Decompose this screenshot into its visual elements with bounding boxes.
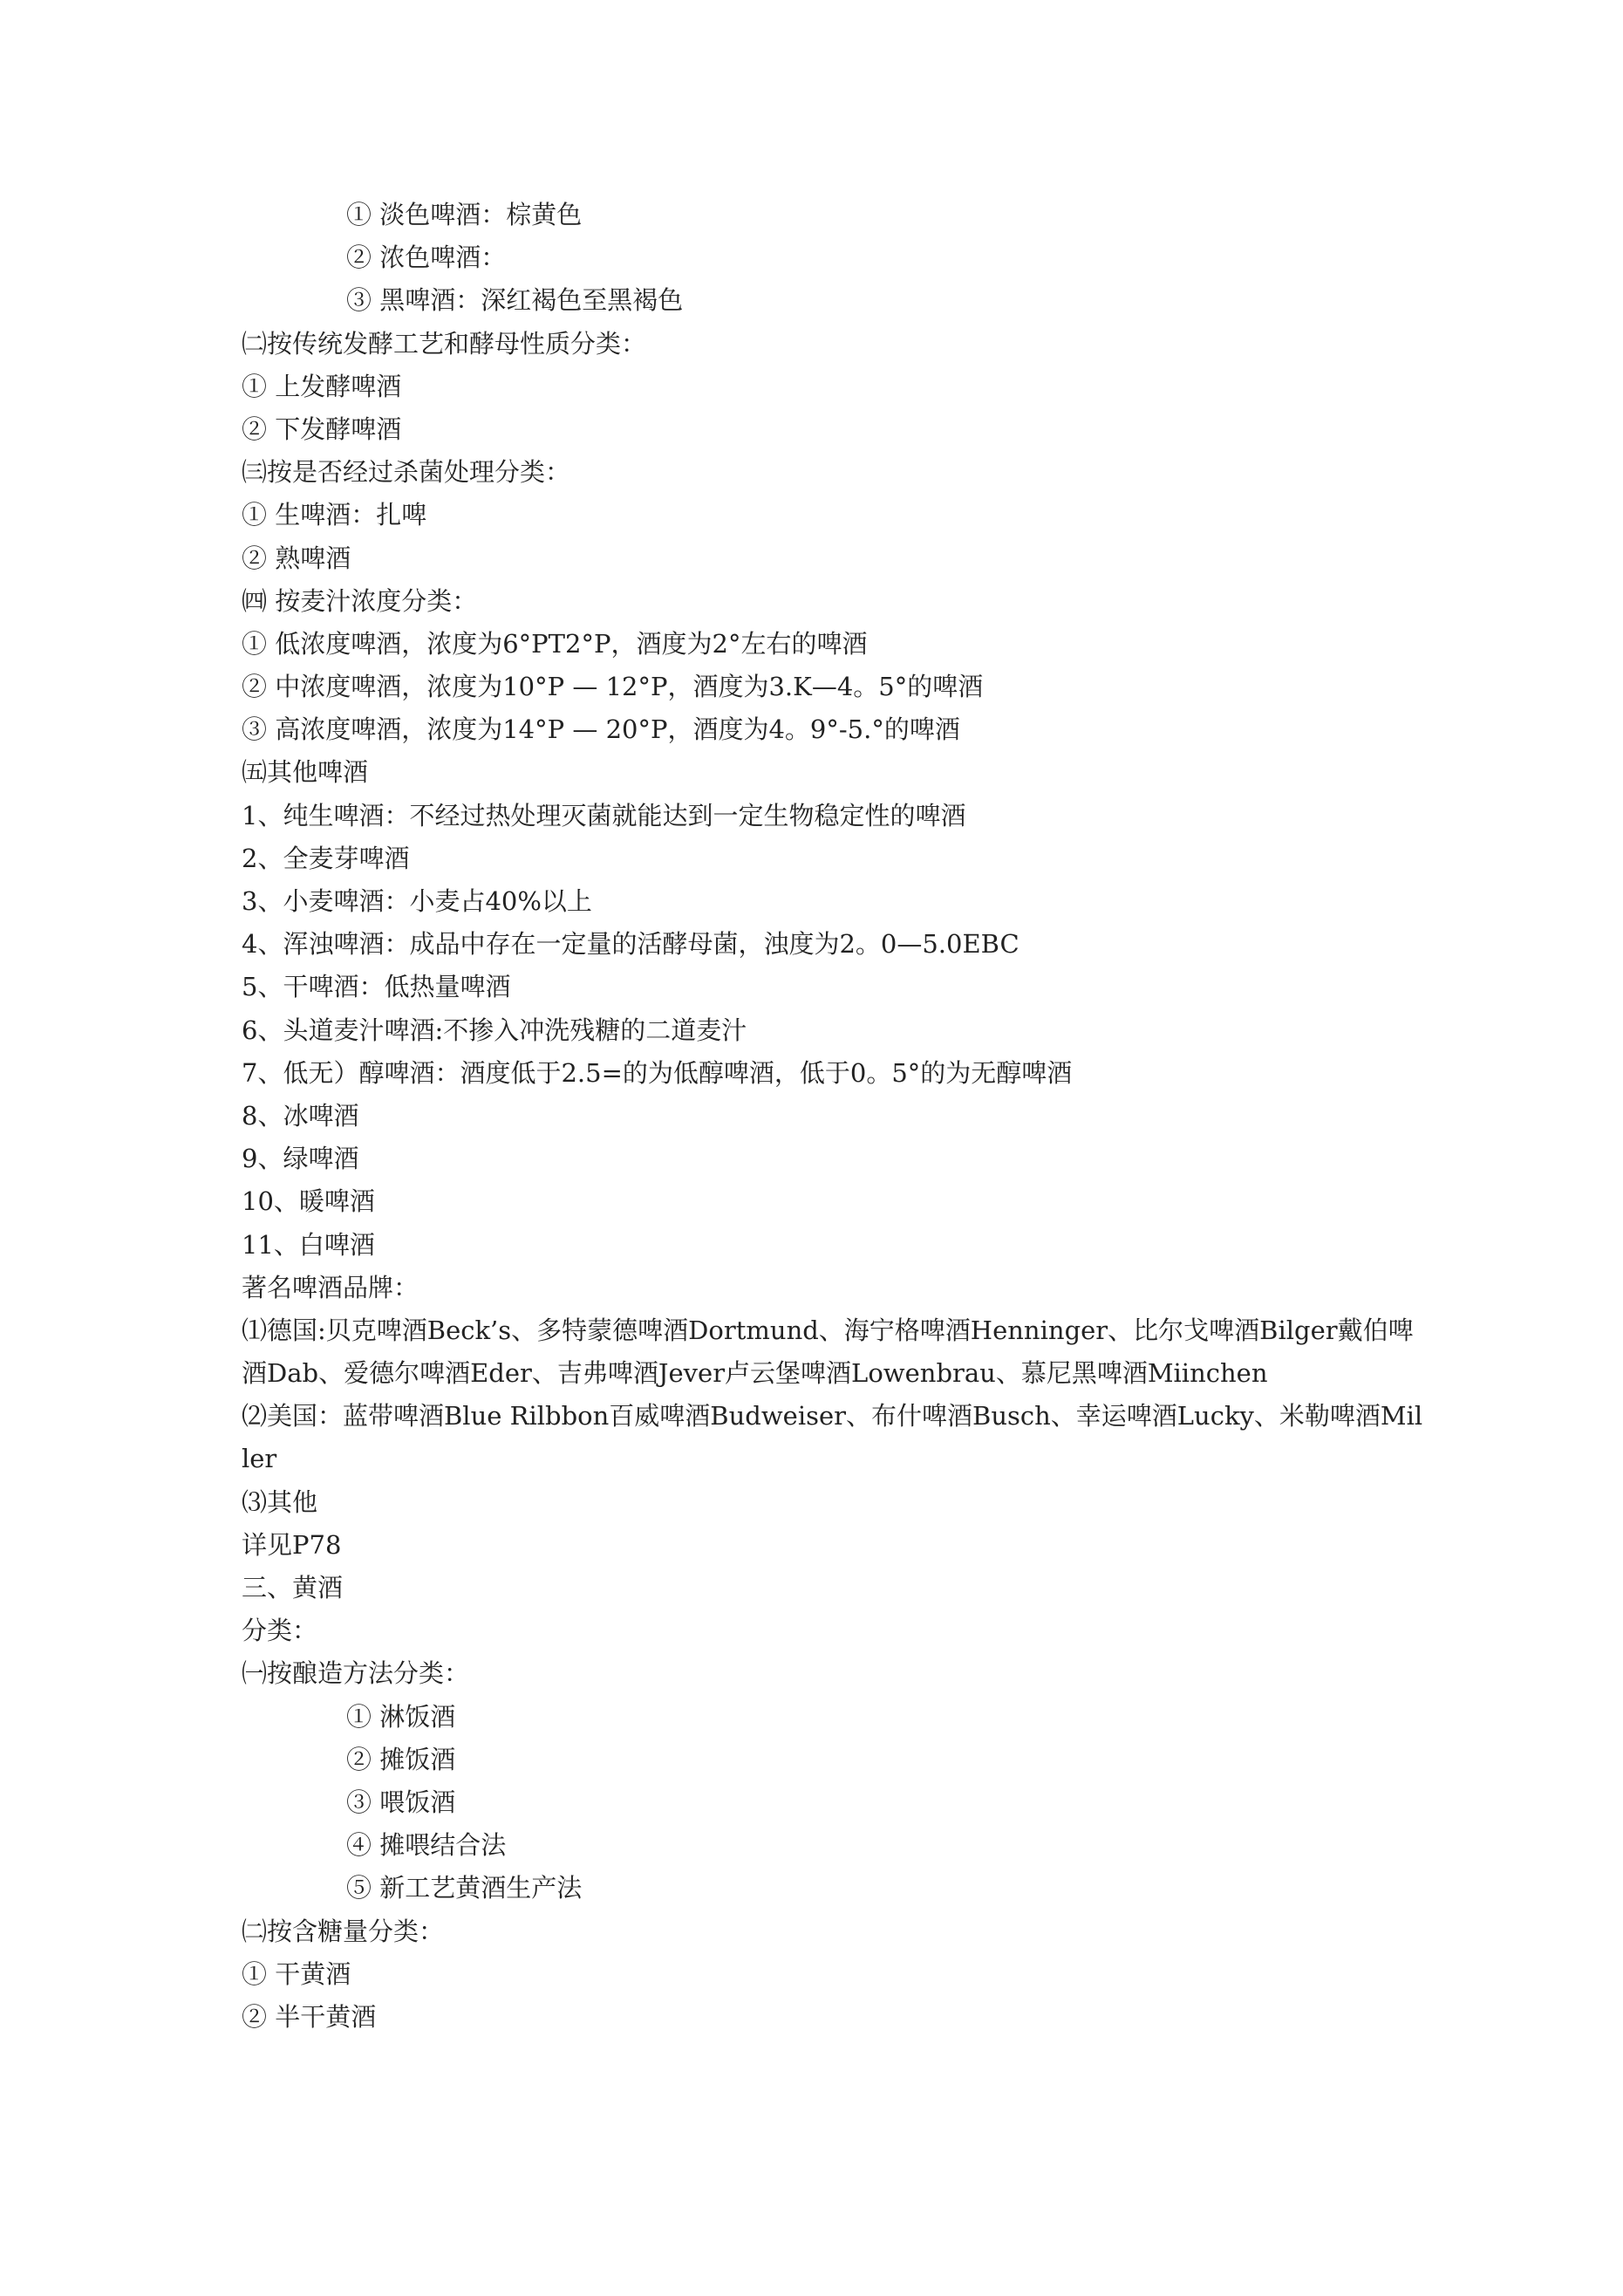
list-item: 10、暖啤酒 <box>242 1186 375 1217</box>
list-item: ① 低浓度啤酒，浓度为6°PT2°P，酒度为2°左右的啤酒 <box>242 628 868 659</box>
brands-other: ⑶其他 <box>242 1486 318 1517</box>
section-heading-huangjiu: 三、黄酒 <box>242 1573 344 1603</box>
list-item: 8、冰啤酒 <box>242 1100 359 1131</box>
brands-usa-paragraph: ⑵美国：蓝带啤酒Blue Rilbbon百威啤酒Budweiser、布什啤酒Busch、幸运啤酒Lucky、米勒啤酒Miller <box>242 1401 1423 1474</box>
list-item: 7、低无）醇啤酒：酒度低于2.5=的为低醇啤酒，低于0。5°的为无醇啤酒 <box>242 1057 1073 1088</box>
list-item: 6、头道麦汁啤酒:不掺入冲洗残糖的二道麦汁 <box>242 1015 747 1045</box>
section-heading-other-beer: ㈤其他啤酒 <box>242 757 369 788</box>
document-body <box>242 194 1428 2039</box>
list-item: ② 下发酵啤酒 <box>242 413 402 444</box>
section-heading-sugar-content: ㈡按含糖量分类： <box>242 1916 445 1946</box>
list-item: 2、全麦芽啤酒 <box>242 843 410 873</box>
list-item: 5、干啤酒：低热量啤酒 <box>242 972 511 1002</box>
list-item: 4、浑浊啤酒：成品中存在一定量的活酵母菌，浊度为2。0—5.0EBC <box>242 929 1019 960</box>
list-item: ② 熟啤酒 <box>242 543 351 573</box>
brands-germany-paragraph: ⑴德国:贝克啤酒Beck’s、多特蒙德啤酒Dortmund、海宁格啤酒Henninger、比尔戈啤酒Bilger戴伯啤酒Dab、爱德尔啤酒Eder、吉弗啤酒Jever卢云堡啤酒Lowenbrau、慕尼黑啤酒Miinchen <box>242 1315 1414 1389</box>
beer-color-light: ① 淡色啤酒：棕黄色 <box>346 200 583 229</box>
list-item: ⑤ 新工艺黄酒生产法 <box>346 1873 583 1903</box>
list-item: ④ 摊喂结合法 <box>346 1830 507 1861</box>
section-heading-famous-brands: 著名啤酒品牌： <box>242 1272 419 1302</box>
list-item: ③ 高浓度啤酒，浓度为14°P — 20°P，酒度为4。9°-5.°的啤酒 <box>242 714 960 745</box>
page-reference: 详见P78 <box>242 1529 342 1560</box>
section-heading-brewing-method: ㈠按酿造方法分类： <box>242 1658 470 1689</box>
list-item: ① 生啤酒：扎啤 <box>242 500 427 530</box>
section-heading-fermentation: ㈡按传统发酵工艺和酵母性质分类： <box>242 328 647 359</box>
list-item: 1、纯生啤酒：不经过热处理灭菌就能达到一定生物稳定性的啤酒 <box>242 800 966 830</box>
list-item: ① 淋饭酒 <box>346 1701 456 1732</box>
list-item: ② 摊饭酒 <box>346 1744 456 1774</box>
list-item: 11、白啤酒 <box>242 1229 375 1260</box>
list-item: ① 干黄酒 <box>242 1958 351 1989</box>
classification-label: 分类： <box>242 1616 318 1646</box>
list-item: ③ 喂饭酒 <box>346 1787 456 1817</box>
beer-color-dark: ② 浓色啤酒： <box>346 243 507 273</box>
list-item: 3、小麦啤酒：小麦占40%以上 <box>242 886 592 916</box>
section-heading-sterilization: ㈢按是否经过杀菌处理分类： <box>242 457 571 488</box>
list-item: ② 中浓度啤酒，浓度为10°P — 12°P，酒度为3.K—4。5°的啤酒 <box>242 672 984 702</box>
list-item: 9、绿啤酒 <box>242 1144 359 1174</box>
beer-color-black: ③ 黑啤酒：深红褐色至黑褐色 <box>346 285 684 316</box>
list-item: ② 半干黄酒 <box>242 2001 377 2032</box>
list-item: ① 上发酵啤酒 <box>242 371 402 401</box>
section-heading-wort-concentration: ㈣ 按麦汁浓度分类： <box>242 585 478 616</box>
